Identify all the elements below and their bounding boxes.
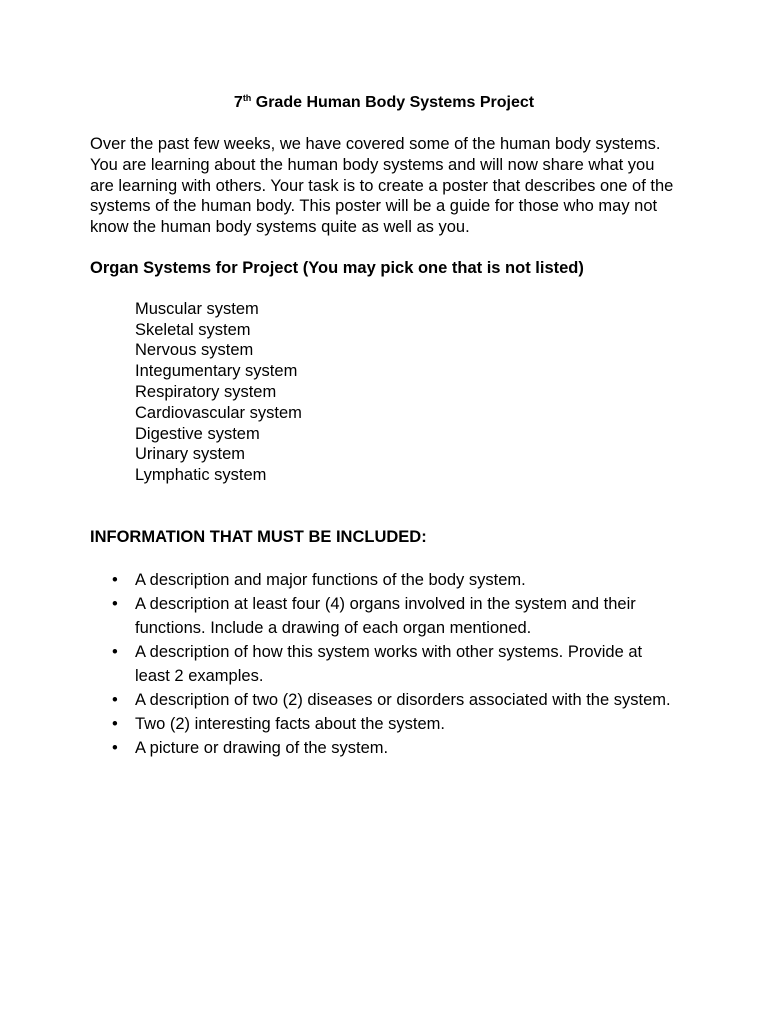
requirement-item: [90, 640, 678, 688]
requirement-text: A description of how this system works with other systems. Provide at least 2 examples.: [135, 642, 643, 685]
requirement-item: [90, 736, 678, 760]
list-item: Respiratory system: [135, 382, 277, 401]
bullet-icon: •: [112, 690, 118, 709]
title-text: Grade Human Body Systems Project: [251, 94, 535, 111]
bullet-icon: •: [112, 570, 118, 589]
organ-systems-list: [90, 299, 678, 486]
list-item: Urinary system: [135, 445, 246, 464]
list-item: Skeletal system: [135, 320, 251, 339]
bullet-icon: •: [112, 642, 118, 661]
bullet-icon: •: [112, 714, 118, 733]
organ-systems-heading: Organ Systems for Project (You may pick one that is not listed): [90, 258, 584, 277]
list-item: Muscular system: [135, 299, 259, 318]
requirement-text: A description and major functions of the body system.: [135, 570, 526, 589]
requirements-heading: INFORMATION THAT MUST BE INCLUDED:: [90, 527, 427, 546]
bullet-icon: •: [112, 738, 118, 757]
list-item: Digestive system: [135, 424, 260, 443]
requirement-item: [90, 568, 678, 592]
list-item: Integumentary system: [135, 362, 298, 381]
page-title: [90, 0, 678, 114]
requirement-item: [90, 688, 678, 712]
requirement-text: A picture or drawing of the system.: [135, 738, 389, 757]
intro-paragraph: Over the past few weeks, we have covered some of the human body systems. You are learning about the human body systems and will now share what you are learning with others. Your task is to create a poster that describes one of the systems of the human body. This poster will be a guide for those who may not know the human body systems quite as well as you.: [90, 135, 674, 237]
requirements-list: [90, 568, 678, 760]
title-superscript: th: [242, 93, 252, 103]
list-item: Cardiovascular system: [135, 403, 302, 422]
list-item: Nervous system: [135, 341, 254, 360]
bullet-icon: •: [112, 594, 118, 613]
requirement-item: [90, 712, 678, 736]
requirement-item: [90, 592, 678, 640]
requirement-text: Two (2) interesting facts about the system.: [135, 714, 445, 733]
title-grade-number: 7: [233, 94, 243, 111]
requirement-text: A description at least four (4) organs involved in the system and their functions. Include a drawing of each organ mentioned.: [135, 594, 636, 637]
requirement-text: A description of two (2) diseases or disorders associated with the system.: [135, 690, 671, 709]
list-item: Lymphatic system: [135, 466, 267, 485]
